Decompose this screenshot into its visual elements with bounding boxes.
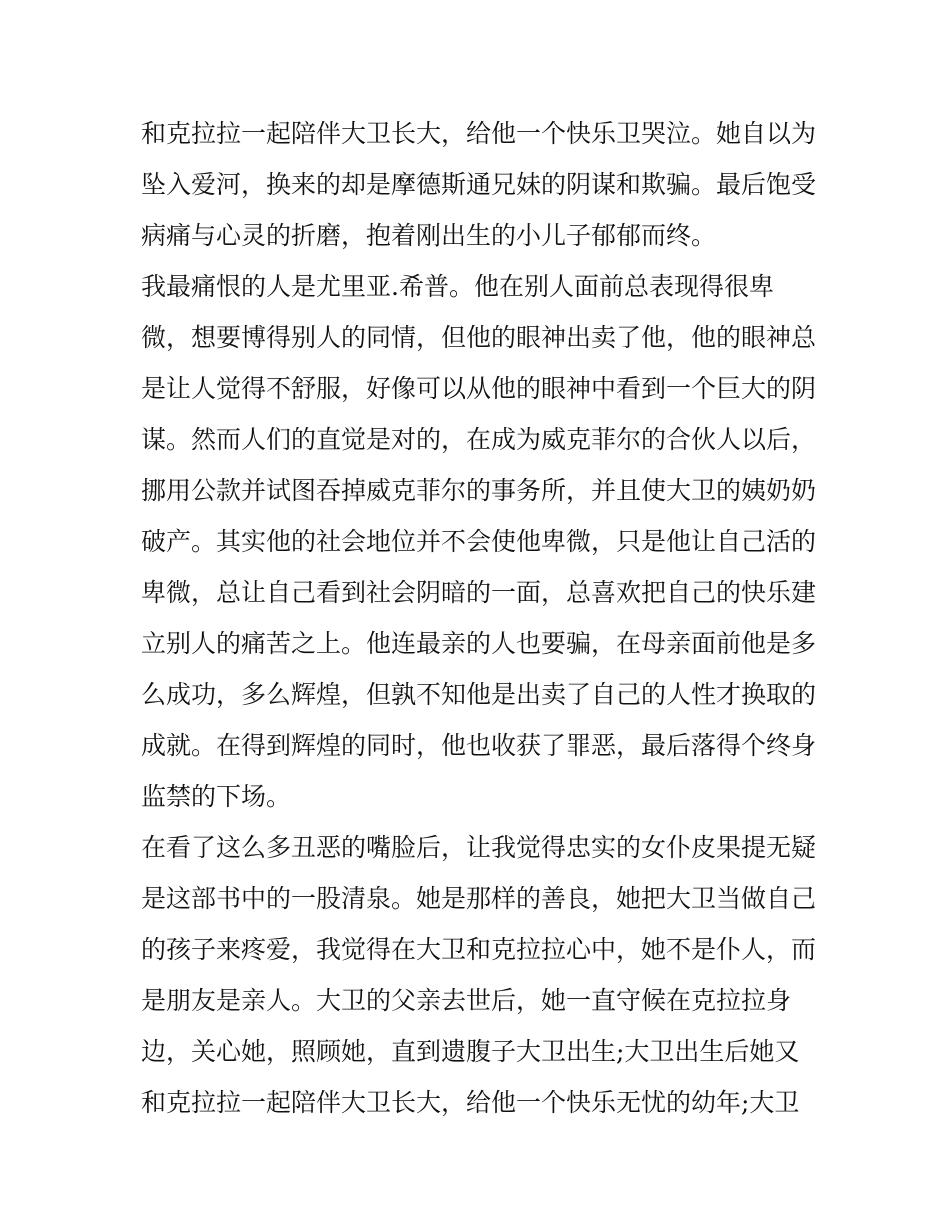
- text-line: 是让人觉得不舒服，好像可以从他的眼神中看到一个巨大的阴: [141, 374, 817, 403]
- text-line: 我最痛恨的人是尤里亚.希普。他在别人面前总表现得很卑: [141, 272, 774, 301]
- text-line: 边，关心她，照顾她，直到遗腹子大卫出生;大卫出生后她又: [141, 1037, 800, 1066]
- text-line: 监禁的下场。: [141, 782, 292, 811]
- text-line: 坠入爱河，换来的却是摩德斯通兄妹的阴谋和欺骗。最后饱受: [141, 170, 817, 199]
- text-line: 的孩子来疼爱，我觉得在大卫和克拉拉心中，她不是仆人，而: [141, 935, 817, 964]
- text-line: 成就。在得到辉煌的同时，他也收获了罪恶，最后落得个终身: [141, 731, 817, 760]
- text-line: 么成功，多么辉煌，但孰不知他是出卖了自己的人性才换取的: [141, 680, 817, 709]
- text-line: 是朋友是亲人。大卫的父亲去世后，她一直守候在克拉拉身: [141, 986, 792, 1015]
- text-line: 和克拉拉一起陪伴大卫长大，给他一个快乐无忧的幼年;大卫: [141, 1088, 800, 1117]
- body-text: [141, 108, 821, 1128]
- text-line: 和克拉拉一起陪伴大卫长大，给他一个快乐卫哭泣。她自以为: [141, 119, 817, 148]
- text-line: 是这部书中的一股清泉。她是那样的善良，她把大卫当做自己: [141, 884, 817, 913]
- text-line: 微，想要博得别人的同情，但他的眼神出卖了他，他的眼神总: [141, 323, 817, 352]
- text-line: 谋。然而人们的直觉是对的，在成为威克菲尔的合伙人以后，: [141, 425, 817, 454]
- text-line: 立别人的痛苦之上。他连最亲的人也要骗，在母亲面前他是多: [141, 629, 817, 658]
- text-line: 卑微，总让自己看到社会阴暗的一面，总喜欢把自己的快乐建: [141, 578, 817, 607]
- text-line: 在看了这么多丑恶的嘴脸后，让我觉得忠实的女仆皮果提无疑: [141, 833, 817, 862]
- text-line: 挪用公款并试图吞掉威克菲尔的事务所，并且使大卫的姨奶奶: [141, 476, 817, 505]
- text-line: 破产。其实他的社会地位并不会使他卑微，只是他让自己活的: [141, 527, 817, 556]
- text-line: 病痛与心灵的折磨，抱着刚出生的小儿子郁郁而终。: [141, 221, 717, 250]
